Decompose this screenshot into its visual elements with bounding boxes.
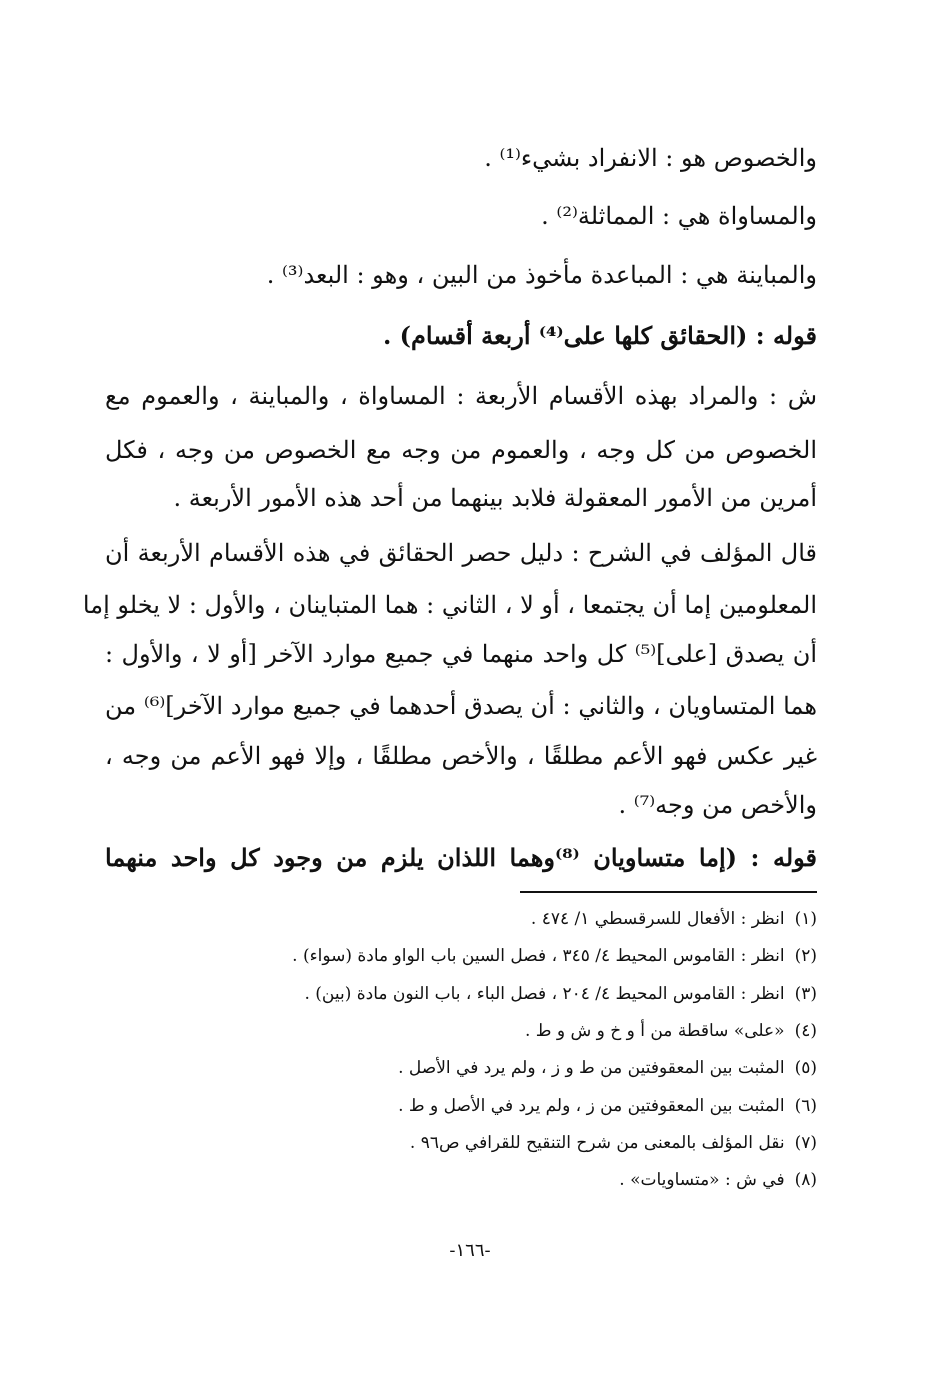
text-line: أمرين من الأمور المعقولة فلابد بينهما من أحد هذه الأمور الأربعة . [173,484,817,512]
footnote [410,1130,817,1156]
page-number: -١٦٦- [449,1240,491,1261]
footnote-text: نقل المؤلف بالمعنى من شرح التنقيح للقرافي ص٩٦ . [409,1133,785,1153]
footnote-number: (٧) [794,1133,817,1153]
footnote [292,943,817,969]
text-line: المعلومين إما أن يجتمعا ، أو لا ، الثاني : هما المتباينان ، والأول : لا يخلو إما [82,591,817,619]
footnote-text: انظر : القاموس المحيط ٤/ ٢٠٤ ، فصل الباء ، باب النون مادة (بين) . [304,984,785,1004]
text-line: الخصوص من كل وجه ، والعموم من وجه مع الخصوص من وجه ، فكل [105,436,818,464]
footnote-text: انظر : القاموس المحيط ٤/ ٣٤٥ ، فصل السين باب الواو مادة (سواء) . [292,946,785,966]
footnote [398,1093,817,1119]
footnote-text: «على» ساقطة من أ و خ و ش و ط . [524,1021,785,1041]
footnote-number: (٢) [794,946,817,966]
quote-heading: قوله : (الحقائق كلها على⁽⁴⁾ أربعة أقسام) . [382,321,817,350]
footnote-text: المثبت بين المعقوفتين من ز ، ولم يرد في الأصل و ط . [398,1096,785,1116]
footnote-number: (٦) [794,1096,817,1116]
footnote-number: (٨) [794,1170,817,1190]
text-line: أن يصدق [على]⁽⁵⁾ كل واحد منهما في جميع موارد الآخر [أو لا ، والأول : [105,640,818,668]
footnote-number: (١) [794,909,817,929]
footnote [304,981,817,1007]
text-line: والخصوص هو : الانفراد بشيء⁽¹⁾ . [484,144,817,172]
text-line: ش : والمراد بهذه الأقسام الأربعة : المساواة ، والمباينة ، والعموم مع [105,382,817,410]
text-line: والمساواة هي : المماثلة⁽²⁾ . [541,202,817,230]
text-line: قال المؤلف في الشرح : دليل حصر الحقائق في هذه الأقسام الأربعة أن [105,539,817,567]
footnote [525,1018,817,1044]
quote-heading: قوله : (إما متساويان ⁽⁸⁾وهما اللذان يلزم من وجود كل واحد منهما [105,843,817,872]
footnote-number: (٤) [794,1021,817,1041]
footnote [619,1167,817,1193]
text-line: والأخص من وجه⁽⁷⁾ . [618,791,817,819]
text-line: غير عكس فهو الأعم مطلقًا ، والأخص مطلقًا ، وإلا فهو الأعم من وجه ، [105,742,818,770]
footnote [398,1055,817,1081]
footnote-number: (٥) [794,1058,817,1078]
footnote-separator [520,891,817,893]
footnote-text: المثبت بين المعقوفتين من ط و ز ، ولم يرد في الأصل . [398,1058,785,1078]
footnote-text: في ش : «متساويات» . [619,1170,785,1190]
footnote-text: انظر : الأفعال للسرقسطي ١/ ٤٧٤ . [530,909,785,929]
text-line: هما المتساويان ، والثاني : أن يصدق أحدهما في جميع موارد الآخر]⁽⁶⁾ من [105,692,817,720]
footnote-number: (٣) [794,984,817,1004]
text-line: والمباينة هي : المباعدة مأخوذ من البين ، وهو : البعد⁽³⁾ . [266,261,817,289]
footnote [531,906,817,932]
